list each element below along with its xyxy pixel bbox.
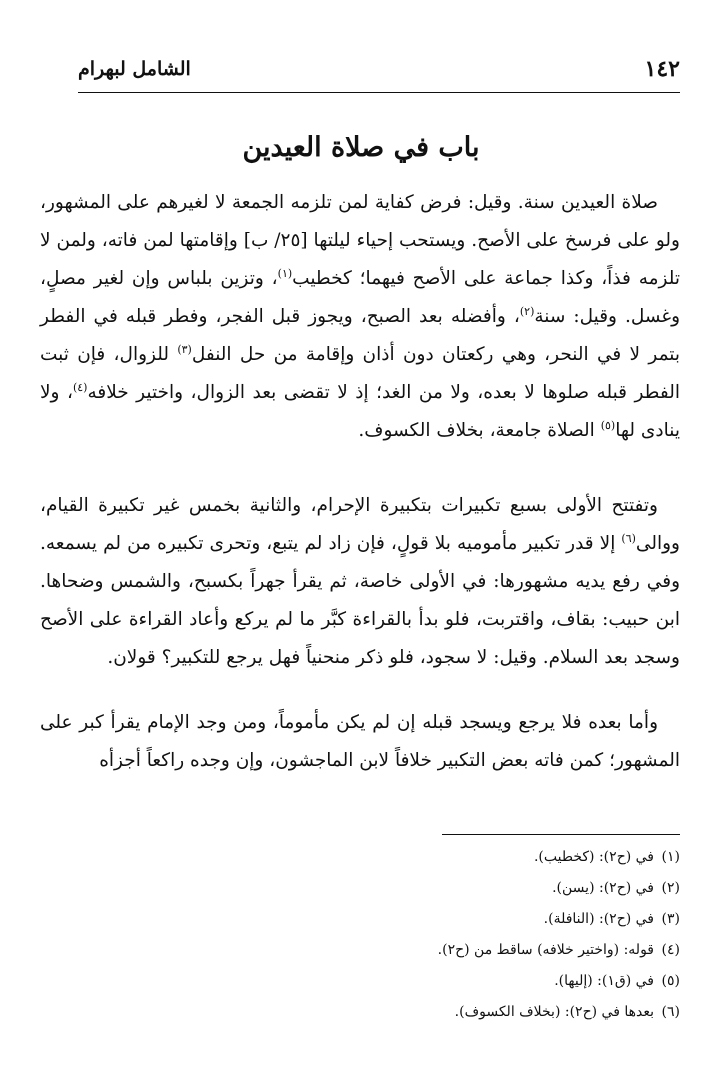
footnote-ref-5[interactable]: (٥) <box>600 418 616 432</box>
footnote-text: في (ح٢): (يسن). <box>552 880 654 896</box>
footnote-number: (٢) <box>661 880 680 896</box>
footnote-number: (٣) <box>661 911 680 927</box>
running-header <box>78 54 680 88</box>
chapter-title: باب في صلاة العيدين <box>242 132 480 163</box>
footnote-item <box>40 904 680 935</box>
footnote-ref-6[interactable]: (٦) <box>621 531 636 545</box>
footnote-divider <box>442 834 680 835</box>
text-run: إلا قدر تكبير مأموميه بلا قولٍ، فإن زاد لم يتبع، وتحرى تكبيره من لم يسمعه. وفي رفع يديه مشهورها: في الأولى خاصة، ثم يقرأ جهراً بكسبح، والشمس وضحاها. ابن حبيب: بقاف، واقتربت، فلو بدأ بالقراءة كبَّر ما لم يركع وأعاد القراءة على الأصح وسجد بعد السلام. وقيل: لا سجود، فلو ذكر منحنياً فهل يرجع للتكبير؟ قولان. <box>40 533 680 668</box>
footnote-ref-3[interactable]: (٣) <box>177 342 192 356</box>
text-run: وتفتتح الأولى بسبع تكبيرات بتكبيرة الإحرام، والثانية بخمس غير تكبيرة القيام، ووالى <box>40 495 680 554</box>
footnote-number: (٦) <box>661 1004 680 1020</box>
text-run: وأما بعده فلا يرجع ويسجد قبله إن لم يكن مأموماً، ومن وجد الإمام يقرأ كبر على المشهور؛ كمن فاته بعض التكبير خلافاً لابن الماجشون، وإن وجده راكعاً أجزأه <box>40 712 680 771</box>
footnote-ref-1[interactable]: (١) <box>277 266 293 280</box>
footnote-text: بعدها في (ح٢): (بخلاف الكسوف). <box>454 1004 654 1020</box>
footnote-ref-4[interactable]: (٤) <box>72 380 88 394</box>
page-number: ١٤٢ <box>644 56 680 82</box>
footnotes <box>40 842 680 1028</box>
footnote-ref-2[interactable]: (٢) <box>519 304 535 318</box>
book-title: الشامل لبهرام <box>78 58 191 80</box>
footnote-number: (٤) <box>661 942 680 958</box>
text-run: للزوال، فإن ثبت الفطر قبله صلوها لا بعده، ولا من الغد؛ إذ لا تقضى بعد الزوال، واختير خلافه <box>40 344 680 403</box>
footnote-item <box>40 842 680 873</box>
paragraph-2 <box>40 487 680 677</box>
footnote-item <box>40 873 680 904</box>
text-run: ، وتزين بلباس وإن لغير مصلٍ، وغسل. وقيل: سنة <box>40 268 680 327</box>
footnote-text: في (ق١): (إليها). <box>554 973 654 989</box>
footnote-number: (١) <box>661 849 680 865</box>
footnote-text: في (ح٢): (كخطيب). <box>533 849 654 865</box>
footnote-item <box>40 997 680 1028</box>
text-run: الصلاة جامعة، بخلاف الكسوف. <box>358 420 601 441</box>
text-run: ، وأفضله بعد الصبح، ويجوز قبل الفجر، وفطر قبله في الفطر بتمر لا في النحر، وهي ركعتان دون أذان وإقامة من حل النفل <box>40 306 681 365</box>
paragraph-1 <box>40 184 680 450</box>
footnote-item <box>40 935 680 966</box>
paragraph-3 <box>40 704 680 780</box>
text-run: صلاة العيدين سنة. وقيل: فرض كفاية لمن تلزمه الجمعة لا لغيرهم على المشهور، ولو على فرسخ على الأصح. ويستحب إحياء ليلتها [٢٥/ ب] وإقامتها لمن فاته، ولمن لا تلزمه فذاً، وكذا جماعة على الأصح فيهما؛ كخطيب <box>40 192 681 289</box>
footnote-item <box>40 966 680 997</box>
footnote-number: (٥) <box>661 973 680 989</box>
header-divider <box>78 92 680 93</box>
text-run: ، ولا ينادى لها <box>40 382 680 441</box>
footnote-text: في (ح٢): (النافلة). <box>543 911 654 927</box>
footnote-text: قوله: (واختير خلافه) ساقط من (ح٢). <box>437 942 654 958</box>
